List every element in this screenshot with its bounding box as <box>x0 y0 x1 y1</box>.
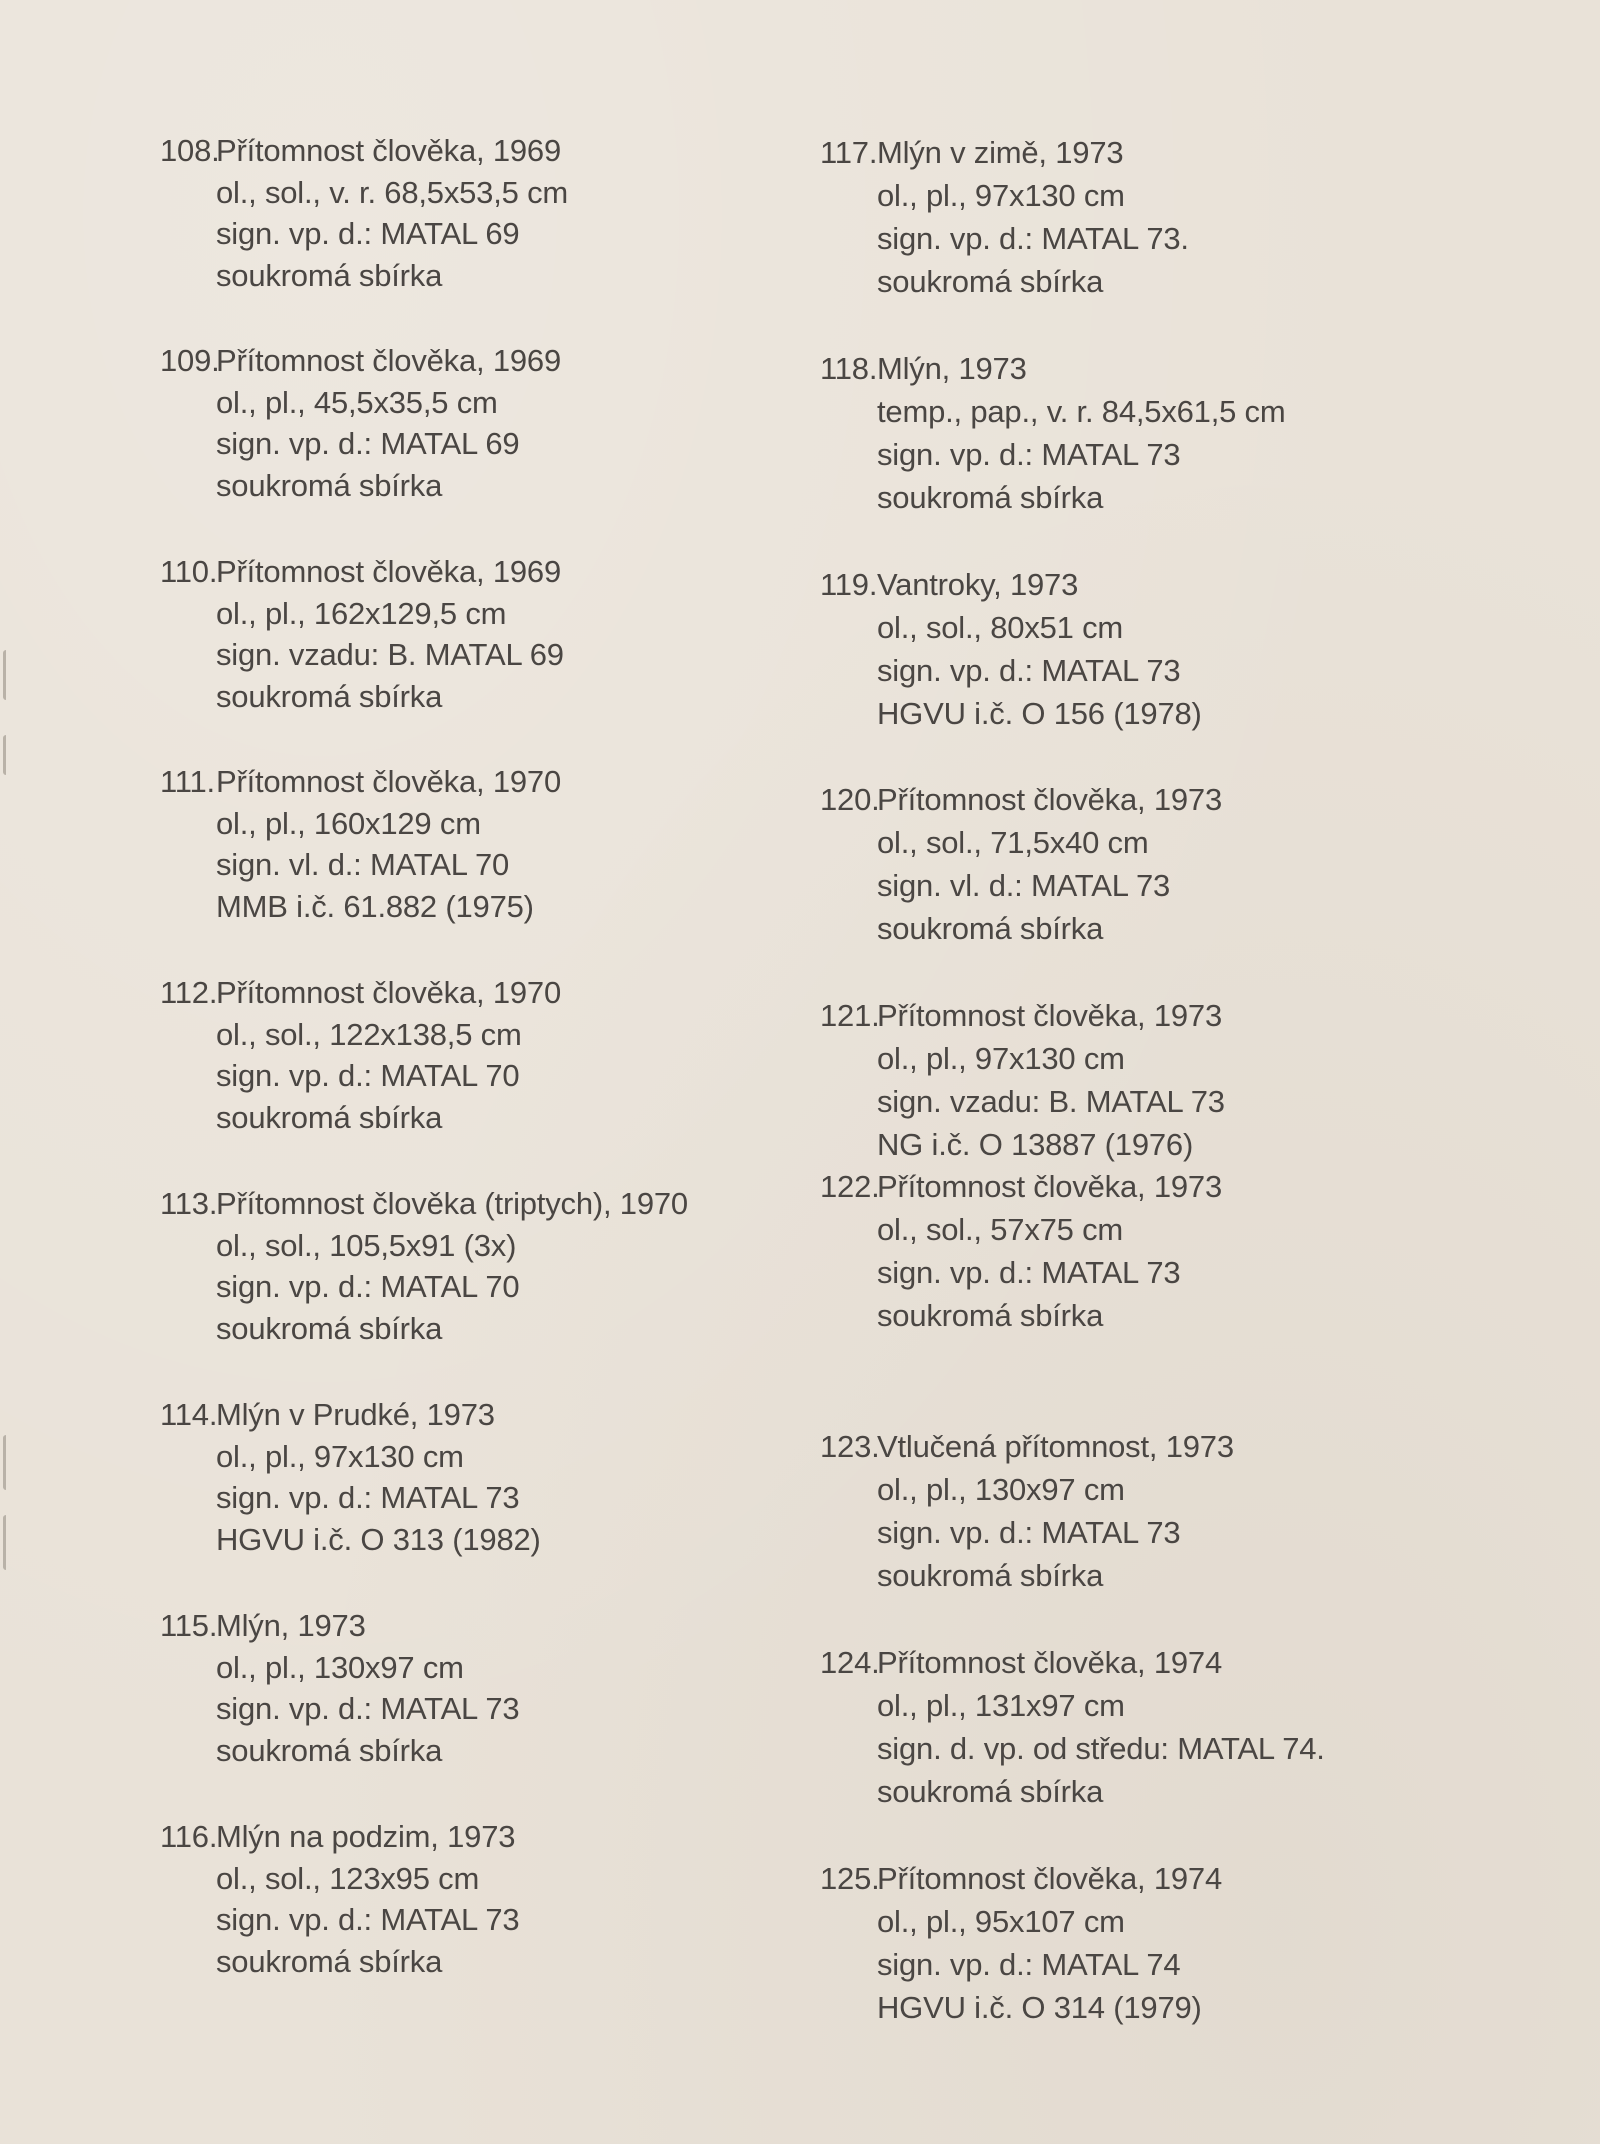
entry-collection: soukromá sbírka <box>877 480 1104 515</box>
binding-mark <box>3 1515 12 1570</box>
entry-number: 122. <box>820 1169 880 1204</box>
entry-title: Přítomnost člověka (triptych), 1970 <box>216 1186 688 1221</box>
catalogue-entry <box>820 1166 1540 1348</box>
entry-medium-dimensions: ol., sol., 123x95 cm <box>216 1860 480 1896</box>
entry-signature: sign. vp. d.: MATAL 73 <box>877 1515 1181 1550</box>
entry-medium-dimensions: temp., pap., v. r. 84,5x61,5 cm <box>877 394 1286 429</box>
entry-title: Přítomnost člověka, 1969 <box>216 133 561 168</box>
entry-number: 121. <box>820 998 880 1033</box>
entry-title: Vantroky, 1973 <box>877 567 1079 602</box>
entry-signature: sign. vzadu: B. MATAL 73 <box>877 1084 1225 1119</box>
entry-collection: soukromá sbírka <box>216 1733 443 1769</box>
entry-signature: sign. vp. d.: MATAL 73 <box>877 437 1181 472</box>
entry-signature: sign. vl. d.: MATAL 73 <box>877 868 1171 903</box>
entry-signature: sign. vp. d.: MATAL 69 <box>216 426 520 462</box>
entry-number: 109. <box>160 343 220 378</box>
entry-signature: sign. vl. d.: MATAL 70 <box>216 847 510 883</box>
entry-signature: sign. vp. d.: MATAL 69 <box>216 216 520 252</box>
catalogue-entry <box>820 1858 1540 2040</box>
binding-mark <box>3 1435 12 1490</box>
entry-title: Přítomnost člověka, 1974 <box>877 1645 1222 1680</box>
entry-title: Mlýn, 1973 <box>216 1608 366 1643</box>
entry-title: Přítomnost člověka, 1969 <box>216 554 561 589</box>
entry-number: 110. <box>160 554 218 589</box>
entry-title: Přítomnost člověka, 1970 <box>216 975 561 1010</box>
entry-title: Přítomnost člověka, 1970 <box>216 764 561 799</box>
entry-title: Přítomnost člověka, 1974 <box>877 1861 1222 1896</box>
entry-signature: sign. vzadu: B. MATAL 69 <box>216 637 564 673</box>
entry-number: 124. <box>820 1645 880 1680</box>
entry-collection: soukromá sbírka <box>216 468 443 504</box>
entry-medium-dimensions: ol., pl., 130x97 cm <box>877 1472 1125 1507</box>
entry-number: 120. <box>820 782 880 817</box>
entry-collection: NG i.č. O 13887 (1976) <box>877 1127 1194 1162</box>
entry-collection: HGVU i.č. O 314 (1979) <box>877 1990 1202 2025</box>
entry-number: 112. <box>160 975 218 1010</box>
catalogue-entry <box>160 1605 880 1782</box>
entry-collection: HGVU i.č. O 313 (1982) <box>216 1522 541 1558</box>
entry-medium-dimensions: ol., pl., 160x129 cm <box>216 805 481 841</box>
catalogue-entry <box>160 761 880 938</box>
entry-collection: soukromá sbírka <box>216 258 443 294</box>
entry-signature: sign. vp. d.: MATAL 73. <box>877 221 1189 256</box>
entry-signature: sign. vp. d.: MATAL 73 <box>216 1691 520 1727</box>
entry-number: 114. <box>160 1397 218 1432</box>
catalogue-entry <box>820 1426 1540 1608</box>
binding-mark <box>3 650 12 700</box>
entry-title: Přítomnost člověka, 1973 <box>877 782 1222 817</box>
entry-collection: MMB i.č. 61.882 (1975) <box>216 889 534 925</box>
entry-title: Mlýn, 1973 <box>877 351 1027 386</box>
entry-title: Přítomnost člověka, 1969 <box>216 343 561 378</box>
entry-collection: soukromá sbírka <box>877 264 1104 299</box>
catalogue-entry <box>160 1183 880 1360</box>
catalogue-entry <box>820 348 1540 530</box>
entry-collection: soukromá sbírka <box>877 911 1104 946</box>
catalogue-entry <box>820 995 1540 1177</box>
catalogue-entry <box>160 340 880 517</box>
entry-signature: sign. vp. d.: MATAL 70 <box>216 1058 520 1094</box>
catalogue-entry <box>160 1394 880 1571</box>
catalogue-entry <box>820 1642 1540 1824</box>
entry-medium-dimensions: ol., pl., 97x130 cm <box>877 1041 1125 1076</box>
entry-number: 117. <box>820 135 878 170</box>
entry-medium-dimensions: ol., pl., 97x130 cm <box>877 178 1125 213</box>
binding-mark <box>3 735 12 775</box>
catalogue-entry <box>820 779 1540 961</box>
entry-number: 108. <box>160 133 220 168</box>
entry-collection: soukromá sbírka <box>216 1944 443 1980</box>
entry-collection: soukromá sbírka <box>216 679 443 715</box>
entry-title: Mlýn na podzim, 1973 <box>216 1819 516 1854</box>
entry-medium-dimensions: ol., pl., 45,5x35,5 cm <box>216 384 498 420</box>
entry-title: Mlýn v zimě, 1973 <box>877 135 1124 170</box>
entry-collection: soukromá sbírka <box>877 1774 1104 1809</box>
entry-number: 116. <box>160 1819 218 1854</box>
entry-medium-dimensions: ol., sol., 71,5x40 cm <box>877 825 1149 860</box>
entry-medium-dimensions: ol., pl., 95x107 cm <box>877 1904 1125 1939</box>
catalogue-entry <box>820 132 1540 314</box>
entry-number: 111. <box>160 764 215 799</box>
catalogue-entry <box>820 564 1540 746</box>
entry-medium-dimensions: ol., sol., 80x51 cm <box>877 610 1124 645</box>
entry-signature: sign. vp. d.: MATAL 73 <box>877 653 1181 688</box>
entry-medium-dimensions: ol., pl., 130x97 cm <box>216 1649 464 1685</box>
entry-medium-dimensions: ol., sol., 57x75 cm <box>877 1212 1124 1247</box>
entry-collection: soukromá sbírka <box>216 1100 443 1136</box>
entry-number: 113. <box>160 1186 218 1221</box>
entry-number: 118. <box>820 351 878 386</box>
catalogue-entry <box>160 551 880 728</box>
entry-collection: soukromá sbírka <box>877 1558 1104 1593</box>
entry-number: 119. <box>820 567 878 602</box>
entry-signature: sign. vp. d.: MATAL 74 <box>877 1947 1181 1982</box>
entry-medium-dimensions: ol., pl., 131x97 cm <box>877 1688 1125 1723</box>
catalogue-entry <box>160 130 880 307</box>
entry-number: 115. <box>160 1608 218 1643</box>
entry-signature: sign. d. vp. od středu: MATAL 74. <box>877 1731 1325 1766</box>
entry-collection: HGVU i.č. O 156 (1978) <box>877 696 1202 731</box>
catalogue-entry <box>160 1816 880 1993</box>
entry-number: 125. <box>820 1861 880 1896</box>
entry-medium-dimensions: ol., sol., v. r. 68,5x53,5 cm <box>216 174 569 210</box>
catalogue-entry <box>160 972 880 1149</box>
entry-title: Vtlučená přítomnost, 1973 <box>877 1429 1234 1464</box>
entry-title: Mlýn v Prudké, 1973 <box>216 1397 495 1432</box>
entry-collection: soukromá sbírka <box>216 1311 443 1347</box>
entry-medium-dimensions: ol., pl., 97x130 cm <box>216 1438 464 1474</box>
entry-signature: sign. vp. d.: MATAL 73 <box>216 1480 520 1516</box>
entry-number: 123. <box>820 1429 880 1464</box>
entry-title: Přítomnost člověka, 1973 <box>877 998 1222 1033</box>
entry-medium-dimensions: ol., pl., 162x129,5 cm <box>216 595 507 631</box>
entry-medium-dimensions: ol., sol., 122x138,5 cm <box>216 1016 522 1052</box>
entry-collection: soukromá sbírka <box>877 1298 1104 1333</box>
entry-signature: sign. vp. d.: MATAL 70 <box>216 1269 520 1305</box>
entry-signature: sign. vp. d.: MATAL 73 <box>216 1902 520 1938</box>
entry-title: Přítomnost člověka, 1973 <box>877 1169 1222 1204</box>
entry-signature: sign. vp. d.: MATAL 73 <box>877 1255 1181 1290</box>
entry-medium-dimensions: ol., sol., 105,5x91 (3x) <box>216 1227 517 1263</box>
